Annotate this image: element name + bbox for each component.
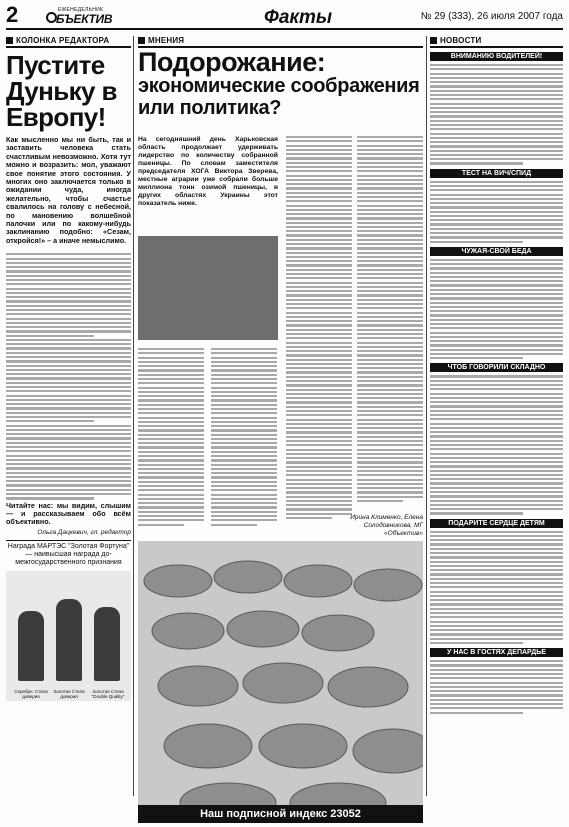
news-heading: ВНИМАНИЮ ВОДИТЕЛЕЙ! [430, 52, 563, 61]
article-signature: Ирина Клименко, Елена Солодовникова, МГ «Объектив» [350, 514, 423, 537]
subscription-banner: Наш подписной индекс 23052 [138, 805, 423, 823]
trophy-caption: Золотая Стела "Double Quality" [91, 688, 125, 699]
news-heading: ПОДАРИТЕ СЕРДЦЕ ДЕТЯМ [430, 519, 563, 528]
trophy-caption: Золотая Стела доверия [53, 688, 85, 699]
trophy-caption: Серебрн. Стела доверия [14, 688, 48, 699]
logo-text: БЪЕКТИВ [56, 12, 113, 26]
article-headline: Подорожание: [138, 47, 326, 77]
section-label: МНЕНИЯ [138, 36, 423, 48]
news-heading: У НАС В ГОСТЯХ ДЕПАРДЬЕ [430, 648, 563, 657]
article-body [6, 253, 131, 499]
page-header [6, 4, 563, 30]
section-label: НОВОСТИ [430, 36, 563, 48]
news-body [430, 259, 563, 360]
trophy-icon [18, 611, 44, 681]
editor-column [6, 36, 131, 701]
editor-byline: Ольга Дацкевич, гл. редактор [37, 528, 131, 536]
news-body [430, 181, 563, 243]
page-number: 2 [6, 2, 19, 27]
section-label: КОЛОНКА РЕДАКТОРА [6, 36, 131, 48]
article-subheadline: экономические соображения или политика? [138, 75, 420, 119]
bread-illustration [138, 541, 423, 821]
news-body [430, 375, 563, 514]
bread-photo [138, 541, 423, 821]
harvest-photo [138, 236, 278, 340]
trophy-icon [94, 607, 120, 681]
news-heading: ЧТОБ ГОВОРИЛИ СКЛАДНО [430, 363, 563, 372]
news-heading: ТЕСТ НА ВИЧ/СПИД [430, 169, 563, 178]
article-lead: Как мысленно мы ни быть, так и заставить человека стать счастливым невозможно. Хотя тут можно и возразить: мол, уважают свое понятие этого состояния. У многих оно заключается только в ожидании чуда, иногда желательно, чтобы счастье свалилось на голову с небесной, по мановению волшебной палочки или по какому-нибудь заклинанию подобно: «Сезам, откройся!» – а иначе немыслимо. [6, 135, 131, 245]
news-body [430, 660, 563, 714]
article-body [286, 136, 352, 521]
column-divider [133, 36, 134, 796]
article-body [357, 136, 423, 504]
news-column [430, 36, 563, 716]
news-body [430, 64, 563, 165]
article-body [211, 348, 277, 528]
news-body [430, 531, 563, 645]
rubric-title: Факты [264, 7, 333, 28]
award-text: Награда МАРТЭС "Золотая Фортуна" — наивысшая награда до-межгосударственного признания [7, 542, 130, 566]
logo-small-text: ЕЖЕНЕДЕЛЬНИК [58, 7, 104, 13]
newspaper-logo [46, 7, 113, 26]
trophies-image [6, 571, 131, 701]
trophy-icon [56, 599, 82, 681]
article-body [138, 348, 204, 528]
main-article [138, 36, 423, 796]
issue-info: № 29 (333), 26 июля 2007 года [420, 11, 563, 22]
editor-signoff: Читайте нас: мы видим, слышим — и рассказываем обо всём объективно. [6, 500, 131, 527]
award-block [6, 540, 131, 701]
news-heading: ЧУЖАЯ-СВОЙ БЕДА [430, 247, 563, 256]
column-divider [426, 36, 427, 796]
article-lead: На сегодняшний день Харьковская область продолжает удерживать лидерство по количеству собранной пшеницы. По словам заместителя председателя ХОГА Виктора Зверева, местные аграрии уже собрали больше миллиона тонн озимой пшеницы, в других областях Украины этот показатель ниже. [138, 136, 278, 207]
article-title: Пустите Дуньку в Европу! [6, 50, 117, 132]
